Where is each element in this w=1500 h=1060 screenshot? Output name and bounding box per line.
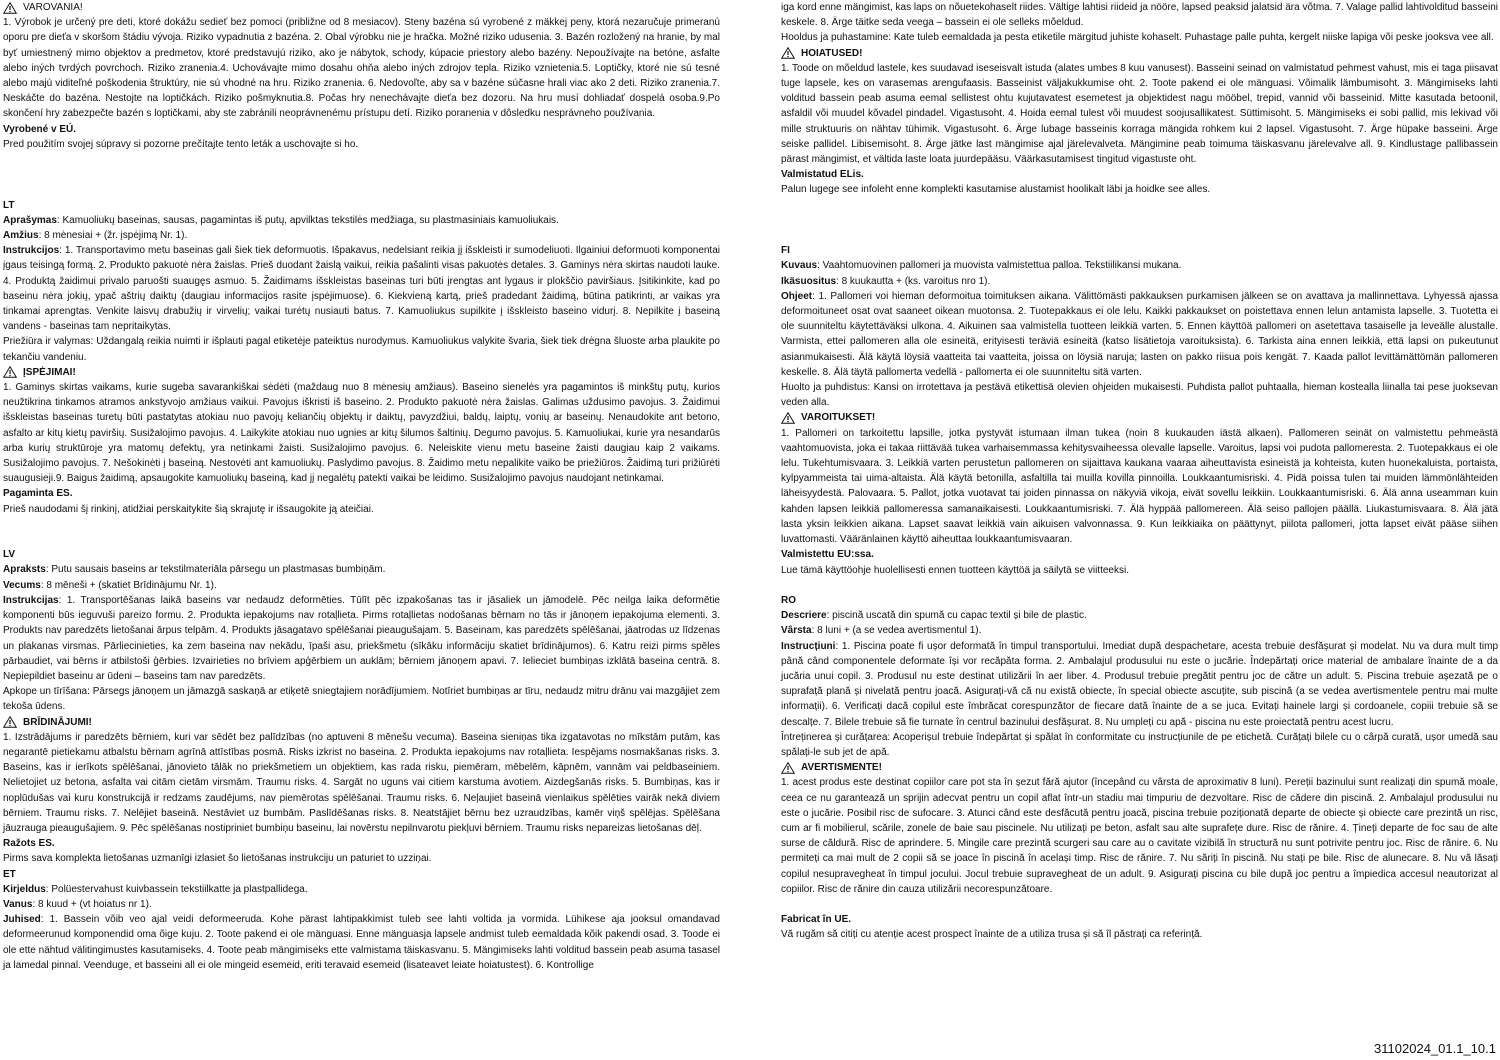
lv-read-note: Pirms sava komplekta lietošanas uzmanīgi izlasiet šo lietošanas instrukciju un paturiet to uzziņai. [3,853,432,865]
warning-icon [3,366,17,378]
lv-warning-text: 1. Izstrādājums ir paredzēts bērniem, kuri var sēdēt bez palīdzības (no aptuveni 8 mēnešu vecuma). Baseina sieniņas tika izgatavotas no mīkstām putām, kas negarantē pietiekamu atbalstu bērnam agrīnā attīstības posmā. Risks izkrist no baseina. 2. Produkta iepakojums nav rotaļlieta. Iespējams nosmakšanas risks. 3. Baseins, kas ir ierīkots spēlēšanai, jānovieto tālāk no priekšmetiem un objektiem, kas rada risku, piemēram, mēbelēm, kāpnēm, vannām vai peldbaseiniem. Nelietojiet uz betona, asfalta vai citām cietām virsmām. Traumu risks. 4. Sargāt no uguns vai citiem karstuma avotiem. Aizdegšanās risks. 5. Bumbiņas, kas ir noplūdušas vai kuru konstrukcijā ir redzams zaudējums, nav piemērotas spēlēšanai. Traumu risks. 6. Neļaujiet baseinā vienlaikus spēlēties vairāk nekā diviem bērniem. Traumu risks. 7. Nelējiet baseinā. Nestāviet uz bumbām. Paslīdēšanas risks. 8. Neatstājiet bērnu bez uzraudzības, kamēr viņš spēlējas. Spēlēšana jāuzrauga pieaugušajiem. 9. Pēc spēlēšanas nostipriniet bumbiņu baseinu, lai novērstu nepilnvarotu piekļuvi bērniem. Traumu risks nepareizas lietošanas dēļ. [3,731,720,834]
ro-care-text: Întreținerea și curățarea: Acoperișul trebuie îndepărtat și spălat în conformitate cu instrucțiunile de pe etichetă. Curățați bilele cu o cârpă curată, ușor umedă sau spălați-le sub jet de apă. [781,731,1498,758]
lv-age-text: : 8 mēneši + (skatiet Brīdinājumu Nr. 1). [40,579,217,591]
lv-instr-label: Instrukcijas [3,594,59,606]
ro-read-note: Vă rugăm să citiți cu atenție acest prospect înainte de a utiliza trusa și să îl păstrați ca referință. [781,929,1203,941]
ro-instr-text: : 1. Piscina poate fi ușor deformată în timpul transportului. Imediat după despachetare, acesta trebuie desfășurat și modelat. Nu va dura mult timp până când componentele deformate își vor recăpăta forma. 2. Ambalajul produsului nu este o jucărie. Îndepărtați orice material de ambalare înainte de a da jucăria unui copil. 3. Produsul nu este destinat utilizării în aer liber. 4. Produsul trebuie pregătit pentru joc de către un adult. 5. Piscina trebuie așezată pe o suprafață plană și nivelată pentru joacă. Asigurați-vă că nu există obiecte, în special obiecte ascuțite, sub piscină (a se vedea avertismentele pentru mai multe informații). 6. Verificați dacă copilul este îmbrăcat corespunzător de fiecare dată înainte de a se juca. Evitați hainele largi și cordoanele, copiii trebuie să se descalțe. 7. Bilele trebuie să fie turnate în centrul bazinului desfășurat. 8. Nu umpleți cu apă - piscina nu este proiectată pentru acest lucru. [781,640,1498,728]
lt-warning-text: 1. Gaminys skirtas vaikams, kurie sugeba savarankiškai sėdėti (maždaug nuo 8 mėnesių amžiaus). Baseino sienelės yra pagamintos iš minkštų putų, kurios neužtikrina tinkamos atramos ankstyvojo amžiaus vaikui. Pavojus iškristi iš baseino. 2. Produkto pakuotė nėra žaislas. Galimas uždusimo pavojus. 3. Žaidimui išskleistas baseinas turetų būti pastatytas atokiau nuo pavojų keliančių objektų ir daiktų, pavyzdžiui, baldų, laiptų, vonių ar baseinų. Nenaudokite ant betono, asfalto ar kitų kietų paviršių. Susižalojimo pavojus. 4. Laikykite atokiau nuo ugnies ar kitų šilumos šaltinių. Degumo pavojus. 5. Kamuoliukai, kurie yra nesandarūs arba kurių struktūroje yra matomų defektų, yra netinkami žaisti. Susižalojimo pavojus. 6. Neleiskite vienu metu baseine žaisti daugiau kaip 2 vaikams. Susižalojimo pavojus. 7. Nešokinėti į baseiną. Nestovėti ant kamuoliukų. Paslydimo pavojus. 8. Žaidimo metu nepalikite vaiko be priežiūros. Žaidimą turi prižiūrėti suaugusieji.9. Baigus žaidimą, apsaugokite kamuoliukų baseiną, kad jį negalėtų patekti vaikai be leidimo. Susižalojimo pavojus naudojant netinkamai. [3,382,720,485]
document-id: 31102024_01.1_10.1 [1374,1041,1496,1056]
lv-warning-title: BRĪDINĀJUMI! [23,716,92,728]
lv-desc-label: Apraksts [3,564,46,576]
et-age-label: Vanus [3,898,33,910]
et-instr-cont: iga kord enne mängimist, kas laps on nõuetekohaselt riides. Vältige lahtisi riideid ja nööre, lapsed peaksid jalatsid ära võtma. 7. Valage pallid lahtivolditud basseini keskele. 8. Ärge täitke seda veega – bassein ei ole selleks mõeldud. [781,2,1498,29]
sk-warning-heading [3,0,720,15]
sk-made-in: Vyrobené v EÚ. [3,123,76,135]
et-code: ET [3,868,16,880]
ro-desc-text: : piscină uscată din spumă cu capac textil și bile de plastic. [826,610,1087,622]
fi-warning-text: 1. Pallomeri on tarkoitettu lapsille, jotka pystyvät istumaan ilman tukea (noin 8 kuukauden iästä alkaen). Pallomeren seinät on valmistettu pehmeästä vaahtomuovista, joka ei takaa riittävää tukea varhaisemmassa kehitysvaiheessa olevalle lapselle. Varoitus, lapsi voi pudota pallomeresta. 2. Tuotepakkaus ei ole lelu. Tukehtumisvaara. 3. Leikkiä varten perustetun pallomeren on sijaittava kaukana vaaraa aiheuttavista esineistä ja kohteista, kuten huonekaluista, portaista, kylpyammeista tai uima-altaista. Älä käytä betonilla, asfaltilla tai muilla kovilla pinnoilla. Loukkaantumisriski. 4. Pidä poissa tulen tai muiden lämmönlähteiden läheisyydestä. Palovaara. 5. Pallot, jotka vuotavat tai joiden pinnassa on näkyviä vikoja, eivät sovellu leikkiin. Loukkaantumisriski. 6. Älä anna useamman kuin kahden lapsen leikkiä pallomeressa samanaikaisesti. Loukkaantumisriski. 7. Älä hyppää pallomereen. Älä seiso pallojen päällä. Liukastumisvaara. 8. Älä jätä lasta yksin leikkien aikana. Lapset saavat leikkiä vain aikuisen valvonnassa. 9. Kun leikkiaika on päättynyt, piilota pallomeri, jotta lapset eivät pääse siihen luvattomasti. Vääränlainen käyttö aiheuttaa loukkaantumisvaaran. [781,427,1498,546]
fi-age-label: Ikäsuositus [781,275,837,287]
ro-code: RO [781,594,796,606]
fi-code: FI [781,245,790,257]
et-instr-label: Juhised [3,914,41,926]
et-warning-heading [781,46,1498,61]
lv-instr-text: : 1. Transportēšanas laikā baseins var nedaudz deformēties. Tūlīt pēc izpakošanas tas ir jāsaliek un jāmodelē. Pēc neilga laika deformētie komponenti būs ieguvuši pareizo formu. 2. Produkta iepakojums nav rotaļlieta. Pirms rotaļlietas nodošanas bērnam no tās ir jānoņem iepakojuma elementi. 3. Produkts nav paredzēts lietošanai ārpus telpām. 4. Produkts jāsagatavo spēlēšanai pieaugušajam. 5. Baseinam, kas paredzēts spēlēšanai, jāatrodas uz līdzenas un plakanas virsmas. Pārliecinieties, ka zem baseina nav nekādu, īpaši asu, priekšmetu (sīkāku informāciju skatiet brīdinājumos). 6. Katru reizi pirms spēles pārbaudiet, vai bērns ir atbilstoši ģērbies. Izvairieties no brīviem apģērbiem un auklām; bērniem jānoņem apavi. 7. Ielieciet bumbiņas izklātā baseina centrā. 8. Nepiepildiet baseinu ar ūdeni – baseins tam nav paredzēts. [3,594,720,682]
ro-instr-label: Instrucțiuni [781,640,836,652]
ro-warning-title: AVERTISMENTE! [801,762,882,774]
warning-icon [781,762,795,774]
warning-icon [3,716,17,728]
ro-warning-heading [781,760,1498,775]
fi-made-in: Valmistettu EU:ssa. [781,549,874,561]
ro-warning-text: 1. acest produs este destinat copiilor care pot sta în șezut fără ajutor (începând cu vârsta de aproximativ 8 luni). Pereții bazinului sunt realizați din spumă moale, ceea ce nu garantează un sprijin adecvat pentru un copil aflat într-un stadiu mai timpuriu de dezvoltare. Risc de cădere din piscină. 2. Ambalajul produsului nu este o jucărie. Posibil risc de sufocare. 3. Atunci când este desfăcută pentru joacă, piscina trebuie poziționată departe de obiecte și obiecte care prezintă un risc, cum ar fi mobilierul, scările, zonele de baie sau piscinele. Nu utilizați pe beton, asfalt sau alte suprafețe dure. Risc de rănire. 4. Țineți departe de foc sau de alte surse de căldură. Risc de aprindere. 5. Mingile care prezintă scurgeri sau care au o cavitate vizibilă în structură nu sunt potrivite pentru joc. Risc de rănire. 6. Nu permiteți ca mai mult de 2 copii să se joace în piscină în același timp. Risc de rănire. 7. Nu săriți în piscină. Nu stați pe bile. Risc de alunecare. 8. Nu vă lăsați copilul nesupravegheat în timpul jocului. Jocul trebuie supravegheat de un adult. 9. Asigurați piscina cu bile după joc pentru a împiedica accesul neautorizat al copiilor. Risc de rănire din cauza utilizării necorespunzătoare. [781,777,1498,895]
fi-warning-heading [781,410,1498,425]
lv-care-text: Apkope un tīrīšana: Pārsegs jānoņem un jāmazgā saskaņā ar etiķetē sniegtajiem norādījumiem. Notīriet bumbiņas ar tīru, nedaudz mitru drānu vai mazgājiet zem tekoša ūdens. [3,686,720,713]
et-desc-text: : Polüestervahust kuivbassein tekstiilkatte ja plastpallidega. [45,883,308,895]
lt-warning-title: ĮSPĖJIMAI! [23,366,76,378]
warning-icon [781,47,795,59]
lv-age-label: Vecums [3,579,41,591]
warning-icon [781,412,795,424]
fi-instr-label: Ohjeet [781,290,813,302]
fi-read-note: Lue tämä käyttöohje huolellisesti ennen tuotteen käyttöä ja säilytä se viitteeksi. [781,564,1129,576]
fi-instr-text: : 1. Pallomeri voi hieman deformoitua toimituksen aikana. Välittömästi pakkauksen purkamisen jälkeen se on avattava ja mallinnettava. Lyhyessä ajassa deformoituneet osat ovat saaneet oikean muotonsa. 2. Tuotepakkaus ei ole lelu. Kaikki pakkaukset on poistettava ennen lelun antamista lapselle. 3. Tuotetta ei ole suunniteltu käytettäväksi ulkona. 4. Aikuinen saa valmistella tuotteen leikkiä varten. 5. Ennen käyttöä pallomeri on asetettava tasaiselle ja leveälle alustalle. Varmista, ettei pallomeren alla ole esineitä, erityisesti teräviä esineitä (katso lisätietoja varoituksista). 6. Tarkista aina ennen leikkiä, että lapsi on pukeutunut asianmukaisesti. Älä käytä löysiä vaatteita tai vaatteita, joissa on löysiä naruja; lasten on pakko riisua pois kengät. 7. Kaada pallot levittämättömän pallomeren keskelle. 8. Älä täytä pallomerta vedellä - pallomerta ei ole suunniteltu sitä varten. [781,290,1498,378]
lv-code: LV [3,549,16,561]
sk-read-note: Pred použitím svojej súpravy si pozorne prečítajte tento leták a uschovajte si ho. [3,138,359,150]
et-warning-title: HOIATUSED! [801,47,863,59]
lt-desc-text: : Kamuoliukų baseinas, sausas, pagamintas iš putų, apvilktas tekstilės medžiaga, su plastmasiniais kamuoliukais. [56,214,559,226]
lt-desc-label: Aprašymas [3,214,57,226]
lt-instr-text: : 1. Transportavimo metu baseinas gali šiek tiek deformuotis. Išpakavus, nedelsiant reikia jį išskleisti ir sumodeliuoti. Ilgainiui deformuoti komponentai įgaus teisingą formą. 2. Produkto pakuotė nėra žaislas. Prieš duodant žaislą vaikui, reikia pašalinti visas pakuotės detales. 3. Gaminys nėra skirtas naudoti lauke. 4. Produktą žaidimui privalo paruošti suaugęs asmuo. 5. Žaidimams išskleistas baseinas turi būti įrengtas ant lygaus ir plokščio paviršiaus. Įsitikinkite, kad po baseinu nėra jokių, ypač aštrių daiktų (daugiau informacijos rasite įspėjimuose). 6. Kiekvieną kartą, prieš pradedant žaidimą, būtina patikrinti, ar vaikas yra tinkamai aprengtas. Venkite laisvų drabužių ir virvelių; vaikai turėtų nusiauti batus. 7. Kamuoliukus supilkite į išskleisto baseino vidurį. 8. Nepilkite į baseiną vandens - baseinas tam nepritaikytas. [3,245,720,333]
lv-made-in: Ražots ES. [3,838,55,850]
ro-age-text: : 8 luni + (a se vedea avertismentul 1). [811,625,982,637]
lt-read-note: Prieš naudodami šį rinkinį, atidžiai perskaitykite šią skrajutę ir išsaugokite ją ateičiai. [3,503,374,515]
fi-age-text: : 8 kuukautta + (ks. varoitus nro 1). [836,275,991,287]
lv-desc-text: : Putu sausais baseins ar tekstilmateriāla pārsegu un plastmasas bumbiņām. [45,564,386,576]
et-care-text: Hooldus ja puhastamine: Kate tuleb eemaldada ja pesta etiketile märgitud juhiste kohaselt. Puhastage palle puhta, kergelt niiske lapiga või peske jooksva vee all. [781,32,1494,44]
et-made-in: Valmistatud ELis. [781,169,864,181]
lv-warning-heading [3,715,720,730]
et-age-text: : 8 kuud + (vt hoiatus nr 1). [32,898,152,910]
ro-age-label: Vârsta [781,625,812,637]
lt-code: LT [3,199,15,211]
et-read-note: Palun lugege see infoleht enne komplekti kasutamise alustamist hoolikalt läbi ja hoidke see alles. [781,184,1211,196]
fi-warning-title: VAROITUKSET! [801,412,876,424]
et-desc-label: Kirjeldus [3,883,46,895]
lt-instr-label: Instrukcijos [3,245,60,257]
lt-age-text: : 8 mėnesiai + (žr. įspėjimą Nr. 1). [38,230,188,242]
lt-made-in: Pagaminta ES. [3,488,73,500]
fi-care-text: Huolto ja puhdistus: Kansi on irrotettava ja pestävä etikettisä olevien ohjeiden mukaisesti. Puhdista pallot puhtaalla, hieman kostealla liinalla tai pese juoksevan veden alla. [781,382,1498,409]
lt-age-label: Amžius [3,230,39,242]
fi-desc-label: Kuvaus [781,260,818,272]
sk-warning-text: 1. Výrobok je určený pre deti, ktoré dokážu sedieť bez pomoci (približne od 8 mesiacov). Steny bazéna sú vyrobené z mäkkej peny, ktorá nezaručuje primeranú oporu pre dieťa v skoršom štádiu vývoja. Riziko vypadnutia z bazéna. 2. Obal výrobku nie je hračka. Možné riziko udusenia. 3. Bazén rozložený na hranie, by mal byť umiestnený mimo objektov a predmetov, ktoré predstavujú riziko, ako je nábytok, schody, kúpacie priestory alebo bazény. Nepoužívajte na betóne, asfalte alebo iných tvrdých povrchoch. Riziko zranenia.4. Uchovávajte mimo dosahu ohňa alebo iných zdrojov tepla. Riziko vznietenia.5. Loptičky, ktoré nie sú tesné alebo majú viditeľné poškodenia štruktúry, nie sú vhodné na hru. Riziko zranenia. 6. Nedovoľte, aby sa v bazéne súčasne hrali viac ako 2 deti. Riziko zranenia.7. Neskáčte do bazéna. Nestojte na loptičkách. Riziko pošmyknutia.8. Počas hry nenechávajte dieťa bez dozoru. Na hru musí dohliadať dospelá osoba.9.Po skončení hry zabezpečte bazén s loptičkami, aby ste zabránili neoprávnenému prístupu detí. Riziko poranenia v dôsledku nesprávneho používania. [3,17,720,120]
right-column [781,0,1498,943]
et-instr-text: : 1. Bassein võib veo ajal veidi deformeeruda. Kohe pärast lahtipakkimist tuleb see lahti voltida ja vormida. Lühikese aja jooksul omandavad deformeerunud komponendid oma õige kuju. 2. Toote pakend ei ole mänguasi. Enne mänguasja lapsele andmist tuleb eemaldada kõik pakendi osad. 3. Toode ei ole ette nähtud välitingimustes kasutamiseks. 4. Toote peab mängimiseks ette valmistama täiskasvanu. 5. Mängimiseks lahti volditud bassein peab asuma tasasel ja lamedal pinnal. Veenduge, et basseini all ei ole mingeid esemeid, eriti teravaid esemeid (lisateavet leiate hoiatustest). 6. Kontrollige [3,914,720,971]
warning-icon [3,2,17,14]
lt-care-text: Priežiūra ir valymas: Uždangalą reikia nuimti ir išplauti pagal etiketėje pateiktus nurodymus. Kamuoliukus valykite švaria, šiek tiek drėgna šluoste arba plaukite po tekančiu vandeniu. [3,336,720,363]
left-column [3,0,720,973]
ro-desc-label: Descriere [781,610,827,622]
et-warning-text: 1. Toode on mõeldud lastele, kes suudavad iseseisvalt istuda (alates umbes 8 kuu vanusest). Basseini seinad on valmistatud pehmest vahust, mis ei taga piisavat tuge lapsele, kes on varasemas arengufaasis. Basseinist väljakukkumise oht. 2. Toote pakend ei ole mänguasi. Võimalik lämbumisoht. 3. Mängimiseks lahti volditud bassein peab asuma eemal sellistest ohtu kujutavatest esemetest ja objektidest nagu mööbel, trepid, vannid või basseinid. Mitte kasutada betoonil, asfaldil või muudel kõvadel pindadel. Vigastusoht. 4. Hoida eemal tulest või muudest soojusallikatest. Süttimisoht. 5. Mängimiseks ei sobi pallid, mis lekivad või mille struktuuris on nähtav tühimik. Vigastusoht. 6. Ärge lubage basseinis korraga mängida rohkem kui 2 lapsel. Vigastusoht. 7. Ärge hüpake basseini. Ärge seiske pallidel. Libisemisoht. 8. Ärge jätke last mängimise ajal järelevalveta. Mängimine peab toimuma täiskasvanu järelevalve all. 9. Kindlustage pallibassein pärast mängimist, et vältida laste loata juurdepääsu. Väärkasutamisest tingitud vigastuste oht. [781,62,1498,166]
ro-made-in: Fabricat în UE. [781,914,852,926]
fi-desc-text: : Vaahtomuovinen pallomeri ja muovista valmistettua palloa. Tekstiilikansi mukana. [817,260,1182,272]
lt-warning-heading [3,365,720,380]
sk-warning-title: VAROVANIA! [23,2,83,13]
